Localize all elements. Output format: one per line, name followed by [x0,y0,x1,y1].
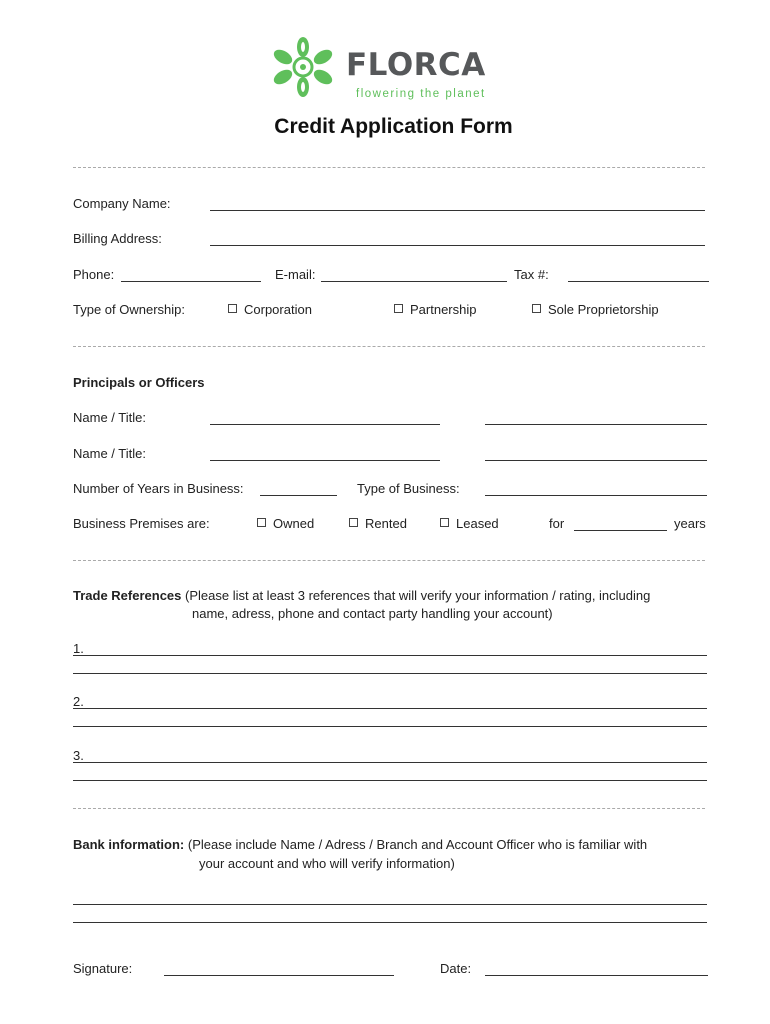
principals-heading: Principals or Officers [73,375,205,390]
trade-reference-number: 2. [73,694,84,709]
option-label: Partnership [410,302,477,317]
signature-label: Signature: [73,961,133,976]
option-label: Corporation [244,302,312,317]
option-label: Leased [456,516,499,531]
tax-field[interactable] [568,281,709,282]
years-in-business-field[interactable] [260,495,337,496]
premises-option-rented[interactable] [349,516,407,532]
trade-reference-2-line-1[interactable] [73,708,707,709]
email-field[interactable] [321,281,507,282]
option-label: Rented [365,516,407,531]
trade-references-description-2: name, adress, phone and contact party handling your account) [192,606,553,621]
for-label: for [549,516,565,531]
bank-information-intro [73,836,647,854]
trade-references-intro [73,587,650,605]
premises-label: Business Premises are: [73,516,210,531]
bank-information-description-2: your account and who will verify information) [199,856,455,871]
phone-field[interactable] [121,281,261,282]
bank-information-line-2[interactable] [73,922,707,923]
ownership-option-partnership[interactable] [394,302,476,318]
company-name-label: Company Name: [73,196,171,211]
ownership-option-corporation[interactable] [228,302,312,318]
trade-reference-1-line-2[interactable] [73,673,707,674]
title-field-1[interactable] [485,424,707,425]
section-divider [73,346,705,347]
signature-field[interactable] [164,975,394,976]
checkbox[interactable] [257,518,266,527]
date-field[interactable] [485,975,708,976]
name-field-1[interactable] [210,424,440,425]
checkbox[interactable] [228,304,237,313]
title-field-2[interactable] [485,460,707,461]
trade-reference-3-line-2[interactable] [73,780,707,781]
premises-option-owned[interactable] [257,516,314,532]
option-label: Sole Proprietorship [548,302,659,317]
ownership-option-sole-proprietorship[interactable] [532,302,659,318]
premises-option-leased[interactable] [440,516,499,532]
checkbox[interactable] [349,518,358,527]
trade-references-heading: Trade References [73,588,182,603]
flower-logo-icon [268,35,338,99]
logo-wordmark: FLORCA [346,47,486,83]
logo [268,35,338,99]
ownership-label: Type of Ownership: [73,302,185,317]
email-label: E-mail: [275,267,316,282]
name-title-label: Name / Title: [73,446,146,461]
name-field-2[interactable] [210,460,440,461]
checkbox[interactable] [532,304,541,313]
trade-reference-1-line-1[interactable] [73,655,707,656]
bank-information-line-1[interactable] [73,904,707,905]
trade-reference-number: 3. [73,748,84,763]
section-divider [73,560,705,561]
billing-address-field[interactable] [210,245,705,246]
page-title: Credit Application Form [274,115,513,138]
company-name-field[interactable] [210,210,705,211]
logo-tagline: flowering the planet [356,88,486,100]
business-type-label: Type of Business: [357,481,460,496]
name-title-label: Name / Title: [73,410,146,425]
section-divider [73,167,705,168]
billing-address-label: Billing Address: [73,231,162,246]
years-suffix: years [674,516,706,531]
checkbox[interactable] [394,304,403,313]
trade-reference-number: 1. [73,641,84,656]
option-label: Owned [273,516,315,531]
premises-years-field[interactable] [574,530,667,531]
bank-information-description: (Please include Name / Adress / Branch and Account Officer who is familiar with [187,837,648,852]
date-label: Date: [440,961,472,976]
trade-references-description: (Please list at least 3 references that will verify your information / rating, including [185,588,651,603]
phone-label: Phone: [73,267,115,282]
tax-label: Tax #: [514,267,549,282]
years-in-business-label: Number of Years in Business: [73,481,244,496]
trade-reference-2-line-2[interactable] [73,726,707,727]
bank-information-heading: Bank information: [73,837,185,852]
checkbox[interactable] [440,518,449,527]
section-divider [73,808,705,809]
trade-reference-3-line-1[interactable] [73,762,707,763]
business-type-field[interactable] [485,495,707,496]
